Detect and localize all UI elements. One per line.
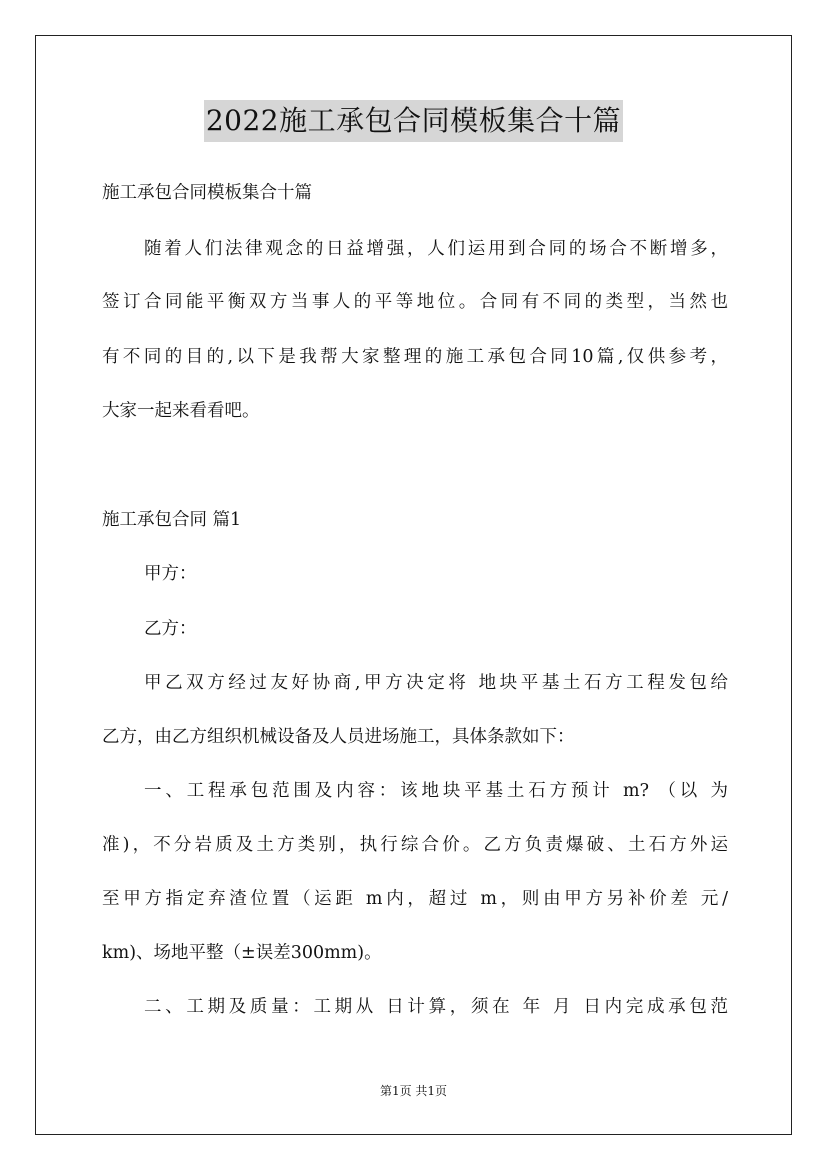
paragraph-line: 签订合同能平衡双方当事人的平等地位。合同有不同的类型，当然也 [102, 292, 728, 312]
party-b-label: 乙方： [144, 619, 197, 639]
document-title: 2022施工承包合同模板集合十篇 [204, 100, 623, 142]
paragraph-line: 二、工期及质量：工期从 日计算，须在 年 月 日内完成承包范 [144, 997, 728, 1017]
paragraph-line: 甲乙双方经过友好协商,甲方决定将 地块平基土石方工程发包给 [144, 673, 728, 693]
paragraph-line: 随着人们法律观念的日益增强，人们运用到合同的场合不断增多， [144, 239, 728, 259]
section-heading: 施工承包合同模板集合十篇 [102, 183, 312, 203]
paragraph-line: 有不同的目的,以下是我帮大家整理的施工承包合同10篇,仅供参考， [102, 347, 728, 367]
paragraph-line: km)、场地平整（±误差300mm)。 [102, 943, 382, 963]
paragraph-line: 大家一起来看看吧。 [102, 401, 260, 421]
paragraph-line: 乙方，由乙方组织机械设备及人员进场施工，具体条款如下： [102, 727, 575, 747]
paragraph-line: 至甲方指定弃渣位置（运距 m内，超过 m，则由甲方另补价差 元/ [102, 889, 728, 909]
section-heading: 施工承包合同 篇1 [102, 510, 242, 530]
paragraph-line: 准)，不分岩质及土方类别，执行综合价。乙方负责爆破、土石方外运 [102, 835, 728, 855]
paragraph-line: 一、工程承包范围及内容：该地块平基土石方预计 m? （以 为 [144, 781, 728, 801]
party-a-label: 甲方： [144, 564, 197, 584]
page-footer: 第1页 共1页 [379, 1084, 448, 1098]
title-wrap [0, 100, 827, 142]
